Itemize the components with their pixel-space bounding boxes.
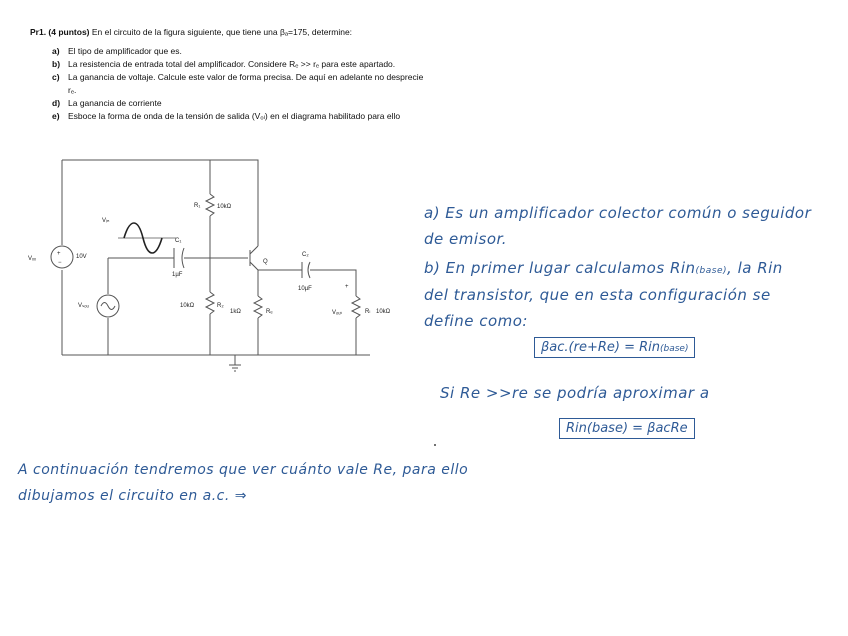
r1-resistor [206,194,214,216]
item-letter: a) [52,46,60,56]
c1-value: 1µF [172,272,183,278]
note-b-line2: del transistor, que en esta configuración se [424,286,771,304]
c2-label: C₂ [302,252,309,258]
item-text: Esboce la forma de onda de la tensión de salida (Vₒₗ) en el diagrama habilitado para ello [68,111,401,121]
transistor-collector [250,246,258,254]
c1-label: C₁ [175,238,182,244]
formula-rin-sub: (base) [660,344,689,354]
note-a-line2: de emisor. [424,230,508,248]
re-value: 1kΩ [230,309,241,315]
item-text: La resistencia de entrada total del amplificador. Considere Rₑ >> rₑ para este apartado. [68,59,396,69]
item-letter: c) [52,72,60,82]
vcc-source-symbol [51,246,73,268]
formula-rin-text: βac.(re+Re) = Rin [541,340,660,355]
note-b-end: , la Rin [727,259,783,277]
rl-value: 10kΩ [376,309,391,315]
vin-label: Vᵢₙ [102,218,110,224]
vout-plus: + [345,284,349,290]
rl-resistor [352,296,360,318]
formula-box-approx: Rin(base) = βacRe [559,418,695,439]
vcc-plus: + [57,251,61,257]
r1-label: R₁ [194,203,201,209]
item-letter: e) [52,111,60,121]
note-a-line1: a) Es un amplificador colector común o seguidor [424,204,812,222]
transistor-emitter [250,262,258,270]
note-cont-line2: dibujamos el circuito en a.c. ⇒ [18,488,248,504]
stray-dot [434,444,436,446]
item-text: rₑ. [68,85,77,95]
re-resistor [254,296,262,318]
vcc-label: Vₓₓ [28,256,36,262]
problem-heading-bold: Pr1. (4 puntos) [30,27,90,37]
c2-plate-b [308,262,310,278]
vcc-minus: − [58,260,62,266]
vs-label: Vₛₒᵤ [78,303,89,309]
item-text: La ganancia de corriente [68,98,162,108]
vout-label: Vₒᵤₜ [332,310,343,316]
r2-value: 10kΩ [180,303,195,309]
item-text: La ganancia de voltaje. Calcule este valor de forma precisa. De aquí en adelante no desprecie [68,72,424,82]
wire-top [62,160,258,238]
c2-value: 10µF [298,286,312,292]
vcc-value: 10V [76,254,87,260]
problem-heading-text: En el circuito de la figura siguiente, que tiene una βₐ=175, determine: [91,27,353,37]
r2-resistor [206,292,214,314]
rl-label: Rₗ [365,309,371,315]
r1-value: 10kΩ [217,204,232,210]
r2-label: R₂ [217,303,224,309]
note-cont-line1: A continuación tendremos que ver cuánto vale Re, para ello [18,462,469,478]
note-b-line3: define como: [424,312,528,330]
note-b-text: b) En primer lugar calculamos Rin [424,259,696,277]
c1-plate-b [182,248,184,268]
re-label: Rₑ [266,309,273,315]
note-approx: Si Re >>re se podría aproximar a [440,384,710,402]
item-letter: b) [52,59,61,69]
note-b-sub: (base) [695,266,728,276]
item-text: El tipo de amplificador que es. [68,46,182,56]
item-letter: d) [52,98,61,108]
note-b-line1 [424,259,783,277]
formula-box-rin [534,337,695,358]
q-label: Q [263,259,268,265]
